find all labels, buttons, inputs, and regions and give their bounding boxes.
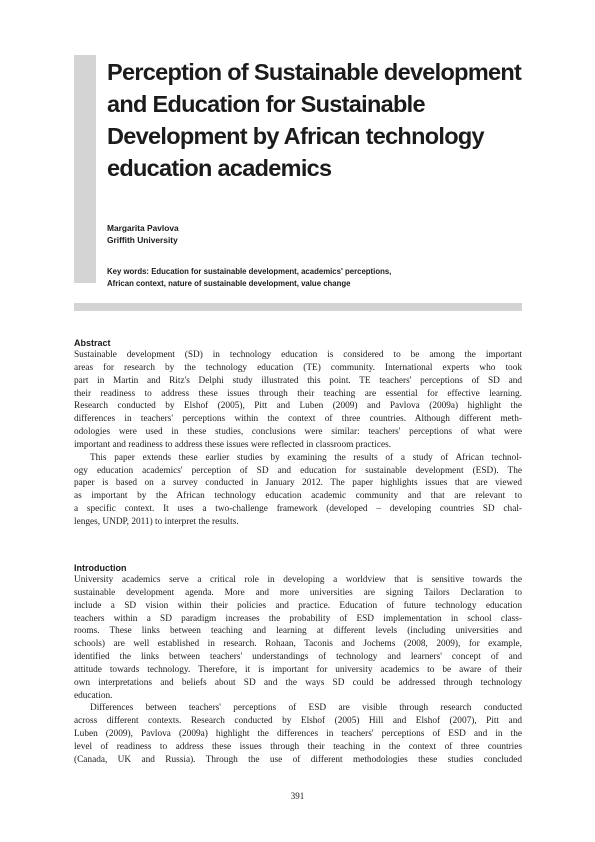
text-line: level of readiness to address these issues through their teaching in the context of three countries [74,741,522,752]
keywords [107,266,391,290]
text-line: sustainable development agenda. More and more universities are signing Tailors Declaration to [74,587,522,598]
text-line: Sustainable development (SD) in technology education is considered to be among the important [74,350,522,360]
text-line: paper is based on a survey conducted in January 2012. The paper highlights issues that are viewed [74,478,522,489]
page-number: 391 [290,791,305,801]
title-line: education academics [107,155,332,181]
text-line: ogy education academics' perception of SD and education for sustainable development (ESD). The [74,465,522,476]
title-line: Perception of Sustainable development [107,59,522,85]
text-line: part in Martin and Ritz's Delphi study illustrated this point. TE teachers' perceptions of SD and [74,375,522,386]
text-line: across different contexts. Research conducted by Elshof (2005) Hill and Elshof (2007), Pitt and [74,716,522,727]
text-line: schools) are well established in research. Rohaan, Taconis and Jochems (2008, 2009), for example, [74,639,522,650]
text-line: This paper extends these earlier studies by examining the results of a study of African technol- [90,452,522,463]
paper-title [107,56,527,184]
text-line: education. [74,690,113,701]
header-divider [74,303,522,311]
text-line: University academics serve a critical role in developing a worldview that is sensitive towards the [74,575,522,585]
text-line: teachers within a SD paradigm increases the probability of ESD implementation in school class- [74,613,522,624]
text-line: differences in teachers' perceptions within the context of three countries. Although different meth- [74,414,522,425]
keywords-line: Key words: Education for sustainable development, academics' perceptions, [107,267,392,276]
author-affiliation: Griffith University [107,235,178,245]
text-line: as important by the African technology education academic community and that are relevant to [74,491,522,502]
abstract-section [74,337,522,529]
introduction-section [74,562,522,767]
text-line: rooms. These links between teaching and learning at different levels (including universities and [74,626,522,637]
author-block [107,222,179,246]
introduction-heading: Introduction [74,563,127,573]
introduction-paragraph-2 [74,702,522,766]
introduction-paragraph-1 [74,574,522,702]
text-line: lenges, UNDP, 2011) to interpret the results. [74,516,239,527]
keywords-line: African context, nature of sustainable development, value change [107,279,351,288]
author-name: Margarita Pavlova [107,223,179,233]
text-line: odologies were used in these studies, conclusions were similar: teachers' perceptions of what were [74,427,522,438]
text-line: Luben (2009), Pavlova (2009a) highlight the differences in teachers' perceptions of ESD and in the [74,729,522,740]
abstract-paragraph-1 [74,349,522,452]
text-line: include a SD vision within their policies and practice. Education of future technology education [74,600,522,611]
title-line: and Education for Sustainable [107,91,425,117]
text-line: attitude towards technology. Therefore, it is important for university academics to be aware of their [74,664,522,675]
title-line: Development by African technology [107,123,484,149]
text-line: their readiness to address these issues through their teaching are essential for effective learning. [74,388,522,399]
text-line: Research conducted by Elshof (2005), Pitt and Luben (2009) and Pavlova (2009a) highlight the [74,401,522,412]
text-line: important and readiness to address these issues were reflected in classroom practices. [74,439,392,450]
title-accent-bar [74,55,96,283]
text-line: a specific context. It uses a two-challenge framework (developed – developing countries SD chal- [74,504,522,515]
text-line: Differences between teachers' perceptions of ESD are visible through research conducted [90,703,522,714]
text-line: own interpretations and beliefs about SD and the ways SD could be addressed through technology [74,677,522,688]
abstract-heading: Abstract [74,338,111,348]
text-line: identified the links between teachers' understandings of technology and learners' concept of and [74,652,522,663]
text-line: areas for research by the technology education (TE) community. International experts who took [74,362,522,373]
text-line: (Canada, UK and Russia). Through the use of different methodologies these studies concluded [74,754,522,765]
abstract-paragraph-2 [74,452,522,529]
